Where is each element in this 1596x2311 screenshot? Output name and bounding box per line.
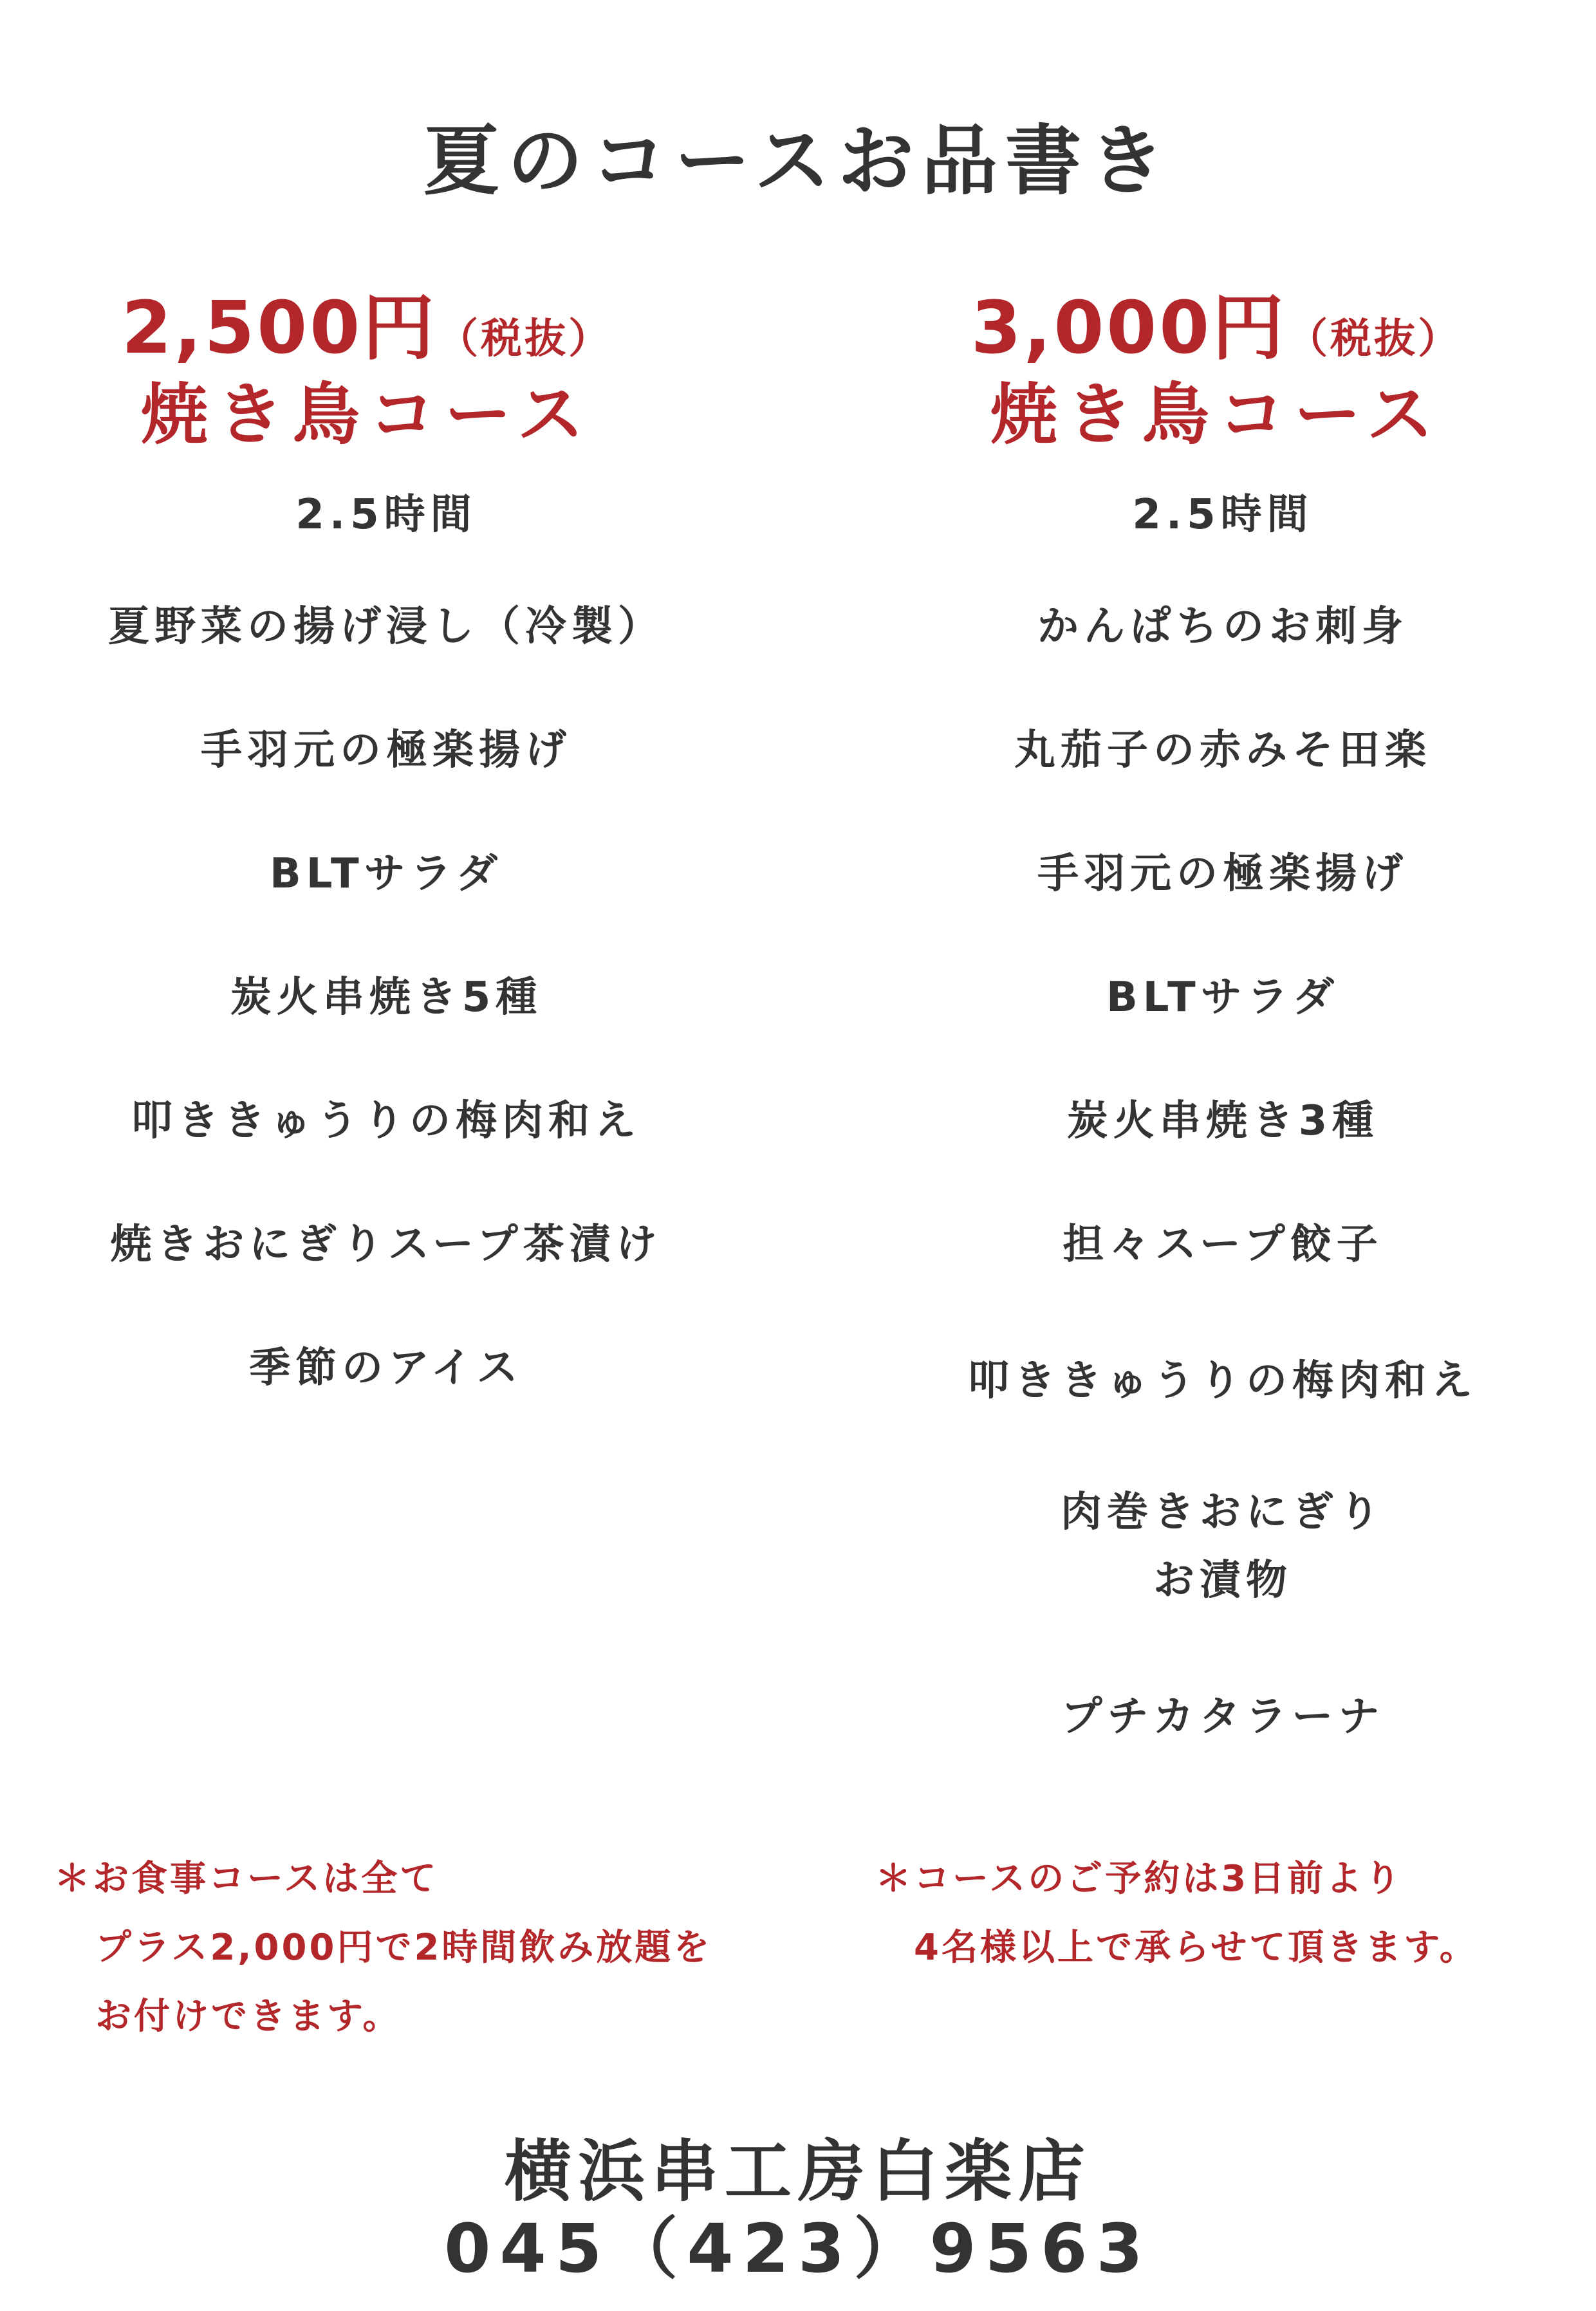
menu-item: 叩ききゅうりの梅肉和え <box>131 1097 641 1145</box>
menu-item: 炭火串焼き5種 <box>230 974 543 1021</box>
note-right-line-1: ＊コースのご予約は3日前より <box>875 1858 1404 1900</box>
tax-note: （税抜） <box>437 315 613 363</box>
note-left-line-1: ＊お食事コースは全て <box>54 1858 439 1900</box>
menu-item: 担々スープ餃子 <box>1062 1221 1383 1268</box>
page-title: 夏のコースお品書き <box>423 116 1173 205</box>
menu-item: 肉巻きおにぎり <box>1061 1489 1385 1536</box>
menu-item-duration: 2.5時間 <box>1132 491 1313 539</box>
menu-item: お漬物 <box>1153 1557 1292 1604</box>
menu-item: 手羽元の極楽揚げ <box>1037 850 1408 898</box>
course-name: 焼き鳥コース <box>140 375 593 454</box>
shop-phone: 045（423）9563 <box>444 2209 1152 2288</box>
course-name: 焼き鳥コース <box>990 375 1443 454</box>
menu-item-duration: 2.5時間 <box>295 491 477 539</box>
tax-note: （税抜） <box>1286 315 1462 363</box>
course-price-line <box>817 270 1596 374</box>
menu-item: BLTサラダ <box>1106 974 1339 1021</box>
note-left-line-2: プラス2,000円で2時間飲み放題を <box>95 1927 712 1969</box>
menu-item: 焼きおにぎりスープ茶漬け <box>110 1221 662 1268</box>
menu-item: プチカタラーナ <box>1061 1693 1385 1741</box>
course-price: 3,000円 <box>970 286 1287 370</box>
menu-item: 炭火串焼き3種 <box>1066 1097 1379 1145</box>
menu-item: BLTサラダ <box>270 850 503 898</box>
menu-item: 手羽元の極楽揚げ <box>201 727 571 774</box>
shop-name: 横浜串工房白楽店 <box>504 2132 1091 2211</box>
note-right-line-2: 4名様以上で承らせて頂きます。 <box>914 1927 1478 1969</box>
note-left-line-3: お付けできます。 <box>95 1996 402 2037</box>
menu-item: 叩ききゅうりの梅肉和え <box>968 1357 1478 1405</box>
menu-item: 丸茄子の赤みそ田楽 <box>1014 727 1431 774</box>
course-price-line <box>0 270 766 374</box>
course-price: 2,500円 <box>121 286 438 370</box>
menu-item: 夏野菜の揚げ浸し（冷製） <box>108 603 664 651</box>
menu-item: 季節のアイス <box>249 1344 523 1392</box>
menu-item: かんぱちのお刺身 <box>1037 603 1408 651</box>
